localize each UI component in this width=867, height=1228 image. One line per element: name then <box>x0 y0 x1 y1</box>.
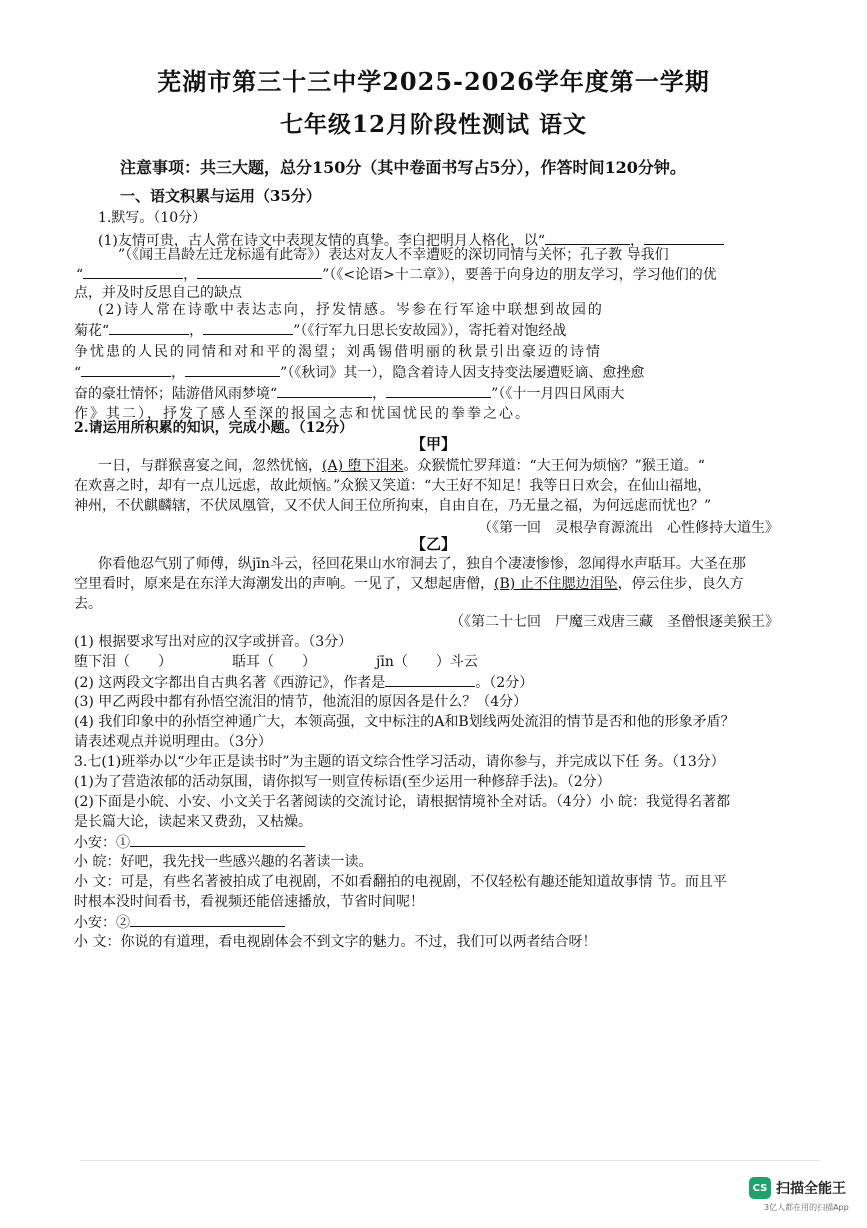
answer-blank[interactable] <box>109 320 189 335</box>
camscanner-brand-name: 扫描全能王 <box>776 1181 846 1197</box>
text: ”（《闻王昌龄左迁龙标遥有此寄》）表达对友人不幸遭贬的深切同情与关怀；孔子教 <box>118 247 623 263</box>
text: ， <box>189 323 204 339</box>
answer-blank[interactable] <box>81 362 171 377</box>
q1-p2-line4 <box>74 362 827 383</box>
dialog-line-xiaowen-1b: 时根本没时间看书，看视频还能倍速播放，节省时间呢！ <box>74 894 424 910</box>
q3-sub2-line2: 是长篇大论，读起来又费劲，又枯燥。 <box>74 814 312 830</box>
text: 。（2分） <box>475 675 534 691</box>
exam-notice: 注意事项：共三大题，总分150分（其中卷面书写占5分），作答时间120分钟。 <box>120 158 686 177</box>
text: “ <box>74 365 82 381</box>
text: ”（《<论语>十二章》），要善于向身边的朋友学习，学习他 <box>322 267 675 283</box>
text: ， <box>183 267 198 283</box>
passage-jia-label: 【甲】 <box>410 435 456 453</box>
q2-sub3: (3) 甲乙两段中都有孙悟空流泪的情节，他流泪的原因各是什么？（4分） <box>74 694 528 710</box>
q2-sub1-items <box>74 652 827 672</box>
text: ”（《十一月四日风雨大 <box>491 386 625 402</box>
yi-source: （《第二十七回 尸魔三戏唐三藏 圣僧恨逐美猴王》 <box>450 614 779 630</box>
text: 奋的豪壮情怀；陆游借风雨梦境“ <box>74 386 278 402</box>
text: 一日，与群猴喜宴之间，忽然忧恼， <box>98 458 322 474</box>
text: (2) 这两段文字都出自古典名著《西游记》，作者是 <box>74 675 386 691</box>
q1-p2-line6: 作》其二），抒发了感人至深的报国之志和忧国忧民的拳拳之心。 <box>74 406 531 422</box>
text: 们的优 <box>674 267 717 283</box>
answer-blank[interactable] <box>385 672 475 687</box>
camscanner-tagline: 3亿人都在用的扫描App <box>764 1203 849 1212</box>
exam-school-title: 芜湖市第三十三中学2025-2026学年度第一学期 <box>157 67 710 96</box>
q1-p1-line2 <box>118 245 827 265</box>
exam-subject-title: 七年级12月阶段性测试 语文 <box>279 111 587 138</box>
answer-blank[interactable] <box>545 230 630 245</box>
answer-blank[interactable] <box>83 264 183 279</box>
text: ， <box>372 386 387 402</box>
passage-yi-label: 【乙】 <box>410 535 456 553</box>
section-heading: 一、语文积累与运用（35分） <box>120 187 321 205</box>
q2-sub4-line1: (4) 我们印象中的孙悟空神通广大，本领高强，文中标注的A和B划线两处流泪的情节是否和他的形象矛盾？ <box>74 714 735 730</box>
text: ”（《秋词》其一），隐含着诗人因支持变法屡遭贬谪、愈挫愈 <box>280 365 645 381</box>
text: ”（《行军九日思长安故园》），寄托着对饱经战 <box>293 323 567 339</box>
yi-line3: 去。 <box>74 596 102 612</box>
q2-heading: 2.请运用所积累的知识，完成小题。（12分） <box>74 420 354 436</box>
text: 导我们 <box>626 247 669 263</box>
text: 菊花“ <box>74 323 110 339</box>
text: (1)友情可贵，古人常在诗文中表现友情的真挚。李白把明月人格化，以“ <box>98 233 545 249</box>
text: 空里看时，原来是在东洋大海潮发出的声响。一见了，又想起唐僧， <box>74 576 494 592</box>
q2-sub2 <box>74 672 827 693</box>
jia-line2: 在欢喜之时，却有一点儿远虑，故此烦恼。”众猴又笑道：“大王好不知足！我等日日欢会，在仙山福地， <box>74 478 712 494</box>
jia-source: （《第一回 灵根孕育源流出 心性修持大道生》 <box>478 520 779 536</box>
yi-line2 <box>74 574 827 594</box>
answer-blank[interactable] <box>130 832 305 847</box>
yi-line1: 你看他忍气别了师傅，纵jīn斗云，径回花果山水帘洞去了，独自个凄凄惨惨，忽闻得水声聒耳。大圣在那 <box>98 556 746 572</box>
q2-sub4-line2: 请表述观点并说明理由。（3分） <box>74 734 272 750</box>
q1-heading: 1.默写。（10分） <box>98 210 207 226</box>
dialog-line-xiaowen-2: 小 文：你说的有道理，看电视剧体会不到文字的魅力。不过，我们可以两者结合呀！ <box>74 934 597 950</box>
q1-p2-line3: 争忧患的人民的同情和对和平的渴望；刘禹锡借明丽的秋景引出豪迈的诗情 <box>74 344 602 360</box>
dialog-line-xiaowan: 小 皖：好吧，我先找一些感兴趣的名著读一读。 <box>74 854 373 870</box>
answer-item[interactable]: 堕下泪（ ） <box>74 654 172 670</box>
text: ， <box>630 233 644 249</box>
underlined-phrase-a: (A) 堕下泪来 <box>322 458 404 474</box>
jia-line1 <box>98 456 827 476</box>
text: “ <box>76 267 84 283</box>
answer-blank[interactable] <box>644 230 724 245</box>
camscanner-logo-icon: CS <box>749 1177 771 1199</box>
text: 小安：② <box>74 915 130 931</box>
answer-blank[interactable] <box>203 320 293 335</box>
q1-p2-line1: (2)诗人常在诗歌中表达志向，抒发情感。岑参在行军途中联想到故园的 <box>98 302 604 318</box>
page-divider <box>80 1160 820 1161</box>
answer-item[interactable]: jīn（ ）斗云 <box>376 654 478 670</box>
answer-blank[interactable] <box>130 912 285 927</box>
q1-p2-line2 <box>74 320 827 341</box>
q1-p1-line4: 点，并及时反思自己的缺点 <box>74 285 242 301</box>
q3-sub1: (1)为了营造浓郁的活动氛围，请你拟写一则宣传标语(至少运用一种修辞手法)。（2分） <box>74 774 611 790</box>
q3-heading: 3.七(1)班举办以“少年正是读书时”为主题的语文综合性学习活动，请你参与，并完成以下任 务。（13分） <box>74 754 725 770</box>
q1-p1-line3 <box>76 264 827 285</box>
answer-blank[interactable] <box>386 383 491 398</box>
jia-line3: 神州，不伏麒麟辖，不伏凤凰管，又不伏人间王位所拘束，自由自在，乃无量之福，为何远虑而忧也？” <box>74 498 712 514</box>
underlined-phrase-b: (B) 止不住腮边泪坠 <box>494 576 618 592</box>
answer-blank[interactable] <box>197 264 322 279</box>
q1-p2-line5 <box>74 383 827 404</box>
text: 小安：① <box>74 835 130 851</box>
dialog-line-xiaowen-1: 小 文：可是，有些名著被拍成了电视剧，不如看翻拍的电视剧，不仅轻松有趣还能知道故事情 节。而且平 <box>74 874 727 890</box>
text: ，停云住步，良久方 <box>617 576 744 592</box>
answer-item[interactable]: 聒耳（ ） <box>232 654 316 670</box>
answer-blank[interactable] <box>277 383 372 398</box>
q2-sub1: (1) 根据要求写出对应的汉字或拼音。（3分） <box>74 634 353 650</box>
answer-blank[interactable] <box>185 362 280 377</box>
q3-sub2-line1: (2)下面是小皖、小安、小文关于名著阅读的交流讨论，请根据情境补全对话。（4分）小 皖：我觉得名著都 <box>74 794 731 810</box>
text: ， <box>171 365 186 381</box>
dialog-line-xiaoan-2 <box>74 912 827 933</box>
text: 。众猴慌忙罗拜道：“大王何为烦恼？”猴王道。“ <box>403 458 705 474</box>
dialog-line-xiaoan-1 <box>74 832 827 853</box>
